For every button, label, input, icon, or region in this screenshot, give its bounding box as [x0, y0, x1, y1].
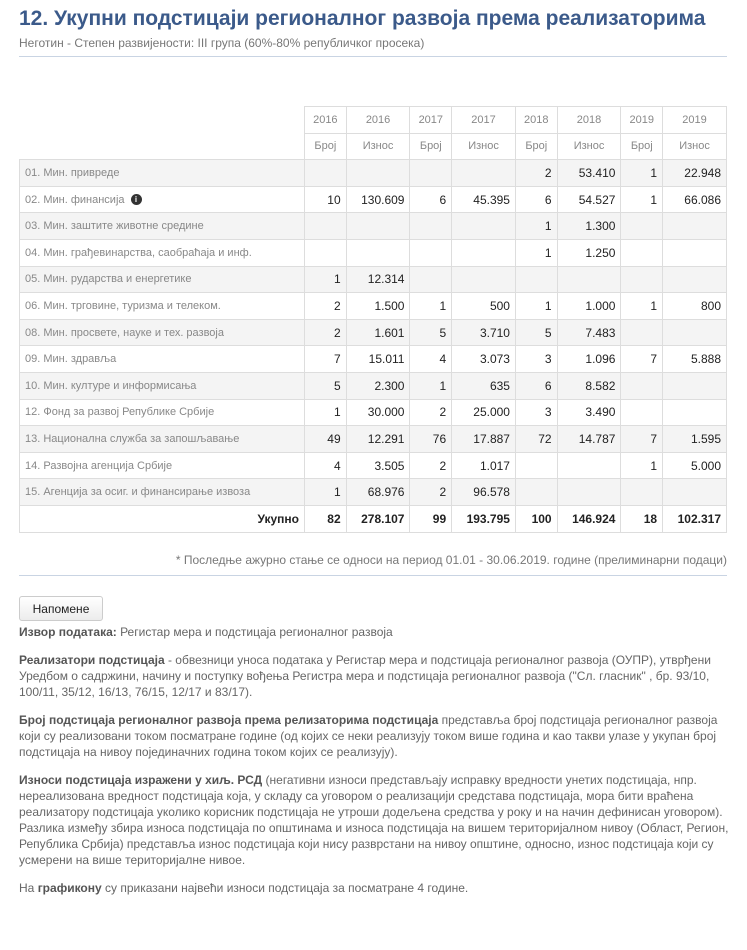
- amount-cell: 800: [663, 293, 727, 320]
- divider: [19, 56, 727, 57]
- amount-cell: [452, 239, 516, 266]
- table-row: [20, 160, 727, 187]
- count-cell: 1: [621, 452, 663, 479]
- amount-cell: [452, 160, 516, 187]
- total-count-cell: 99: [410, 505, 452, 532]
- total-amount-cell: 102.317: [663, 505, 727, 532]
- count-cell: [410, 160, 452, 187]
- count-cell: [621, 372, 663, 399]
- table-row: [20, 319, 727, 346]
- amount-cell: 22.948: [663, 160, 727, 187]
- count-cell: 6: [515, 186, 557, 213]
- amount-cell: 1.595: [663, 426, 727, 453]
- count-cell: 1: [621, 293, 663, 320]
- table-row: [20, 266, 727, 293]
- amount-cell: 1.096: [557, 346, 621, 373]
- amount-cell: 500: [452, 293, 516, 320]
- count-cell: 1: [410, 372, 452, 399]
- info-icon[interactable]: i: [131, 194, 142, 205]
- chart-note-text: су приказани највећи износи подстицаја за посматране 4 године.: [101, 881, 469, 895]
- count-cell: 6: [410, 186, 452, 213]
- year-header: 2019: [663, 107, 727, 134]
- year-header-row: [20, 107, 727, 134]
- total-amount-cell: 278.107: [346, 505, 410, 532]
- subheader: Број: [515, 133, 557, 160]
- total-row: [20, 505, 727, 532]
- count-cell: 76: [410, 426, 452, 453]
- amount-cell: 17.887: [452, 426, 516, 453]
- row-label: [20, 266, 305, 293]
- divider: [19, 575, 727, 576]
- notes-button[interactable]: Напомене: [19, 596, 103, 621]
- table-row: [20, 239, 727, 266]
- amount-cell: [557, 266, 621, 293]
- amount-cell: 25.000: [452, 399, 516, 426]
- count-cell: 2: [410, 399, 452, 426]
- amount-cell: 2.300: [346, 372, 410, 399]
- source-note: [19, 624, 731, 640]
- count-cell: [515, 479, 557, 506]
- count-cell: 1: [515, 239, 557, 266]
- amount-cell: [452, 266, 516, 293]
- table-row: [20, 213, 727, 240]
- count-cell: 2: [410, 452, 452, 479]
- amount-cell: 15.011: [346, 346, 410, 373]
- row-label: [20, 452, 305, 479]
- page-title: 12. Укупни подстицаји регионалног развоја према реализаторима: [19, 7, 706, 30]
- amount-cell: 1.300: [557, 213, 621, 240]
- table-row: [20, 452, 727, 479]
- amount-cell: [557, 479, 621, 506]
- row-label-text: 02. Мин. финансија: [25, 193, 125, 206]
- count-cell: 2: [410, 479, 452, 506]
- count-cell: [410, 213, 452, 240]
- row-label-text: 10. Мин. културе и информисања: [25, 379, 197, 392]
- row-label-text: 04. Мин. грађевинарства, саобраћаја и инф.: [25, 246, 252, 259]
- amount-cell: 7.483: [557, 319, 621, 346]
- amount-cell: 12.291: [346, 426, 410, 453]
- table-row: [20, 479, 727, 506]
- amount-cell: [346, 239, 410, 266]
- row-label: [20, 372, 305, 399]
- count-cell: 3: [515, 346, 557, 373]
- table-row: [20, 293, 727, 320]
- count-cell: 1: [621, 186, 663, 213]
- year-header: 2018: [557, 107, 621, 134]
- source-text: Регистар мера и подстицаја регионалног развоја: [116, 625, 393, 639]
- total-amount-cell: 146.924: [557, 505, 621, 532]
- row-label-text: 13. Национална служба за запошљавање: [25, 432, 240, 445]
- amount-cell: [346, 160, 410, 187]
- row-label: [20, 319, 305, 346]
- count-cell: [305, 160, 347, 187]
- amount-cell: [663, 372, 727, 399]
- table-row: [20, 399, 727, 426]
- count-cell: 1: [515, 213, 557, 240]
- amount-cell: 30.000: [346, 399, 410, 426]
- count-cell: 7: [305, 346, 347, 373]
- amount-cell: 12.314: [346, 266, 410, 293]
- subheader: Број: [621, 133, 663, 160]
- subheader: Износ: [663, 133, 727, 160]
- amount-cell: 3.490: [557, 399, 621, 426]
- chart-note: [19, 880, 731, 896]
- row-label: [20, 239, 305, 266]
- count-cell: 7: [621, 346, 663, 373]
- count-cell: 1: [621, 160, 663, 187]
- amount-cell: 68.976: [346, 479, 410, 506]
- total-count-cell: 82: [305, 505, 347, 532]
- row-label: [20, 186, 305, 213]
- count-cell: 5: [305, 372, 347, 399]
- amount-cell: 1.601: [346, 319, 410, 346]
- amount-cell: 66.086: [663, 186, 727, 213]
- table-row: [20, 186, 727, 213]
- subheader: Износ: [346, 133, 410, 160]
- total-count-cell: 100: [515, 505, 557, 532]
- count-cell: 1: [515, 293, 557, 320]
- year-header: 2019: [621, 107, 663, 134]
- amount-cell: 1.017: [452, 452, 516, 479]
- amount-cell: 3.073: [452, 346, 516, 373]
- amount-cell: [663, 319, 727, 346]
- count-cell: [515, 452, 557, 479]
- subheader: Број: [410, 133, 452, 160]
- row-label: [20, 160, 305, 187]
- row-label-text: 12. Фонд за развој Републике Србије: [25, 406, 215, 419]
- subsidies-table: [19, 106, 727, 533]
- subheader: Број: [305, 133, 347, 160]
- total-count-cell: 18: [621, 505, 663, 532]
- count-cell: 5: [515, 319, 557, 346]
- row-label: [20, 479, 305, 506]
- count-cell: [621, 399, 663, 426]
- amount-cell: 8.582: [557, 372, 621, 399]
- table-row: [20, 426, 727, 453]
- count-cell: [305, 239, 347, 266]
- amount-cell: [452, 213, 516, 240]
- count-cell: [305, 213, 347, 240]
- amount-cell: [663, 479, 727, 506]
- row-label: [20, 213, 305, 240]
- subheader: Износ: [452, 133, 516, 160]
- amounts-text: (негативни износи представљају исправку вредности унетих подстицаја, нпр. нереализована вредност подстицаја која, у складу са уговором о реализацији средстава подстицаја, мора бити враћена реализатору подстицаја уколико корисник подстицаја не утроши додељена средства у року и на начин дефинисан уговором).: [19, 773, 723, 819]
- row-label-text: 15. Агенција за осиг. и финансирање извоза: [25, 486, 251, 499]
- year-header: 2016: [305, 107, 347, 134]
- count-cell: [621, 239, 663, 266]
- amount-cell: 5.888: [663, 346, 727, 373]
- year-header: 2017: [452, 107, 516, 134]
- year-header: 2017: [410, 107, 452, 134]
- notes-section: [19, 624, 731, 908]
- count-cell: [621, 479, 663, 506]
- year-header: 2016: [346, 107, 410, 134]
- amount-cell: 54.527: [557, 186, 621, 213]
- count-text: представља број подстицаја регионалног развоја који су реализовани током посматране године (од којих се неки реализују током више година и као такви улазе у укупан број подстицаја на нивоу појединачних година током којих се реализују).: [19, 713, 718, 759]
- amount-cell: 5.000: [663, 452, 727, 479]
- row-label: [20, 399, 305, 426]
- amount-cell: 130.609: [346, 186, 410, 213]
- count-cell: 10: [305, 186, 347, 213]
- count-label: Број подстицаја регионалног развоја према релизаторима подстицаја: [19, 713, 439, 727]
- amounts-note: [19, 772, 731, 868]
- row-label-text: 14. Развојна агенција Србије: [25, 459, 173, 472]
- amount-cell: 3.505: [346, 452, 410, 479]
- count-cell: 4: [410, 346, 452, 373]
- row-label-text: 01. Мин. привреде: [25, 166, 120, 179]
- amount-cell: 635: [452, 372, 516, 399]
- count-cell: 1: [305, 266, 347, 293]
- amount-cell: 53.410: [557, 160, 621, 187]
- count-cell: 2: [305, 319, 347, 346]
- row-label-text: 06. Мин. трговине, туризма и телеком.: [25, 299, 221, 312]
- amount-cell: 1.000: [557, 293, 621, 320]
- difference-text: Разлика између збира износа подстицаја по општинама и износа подстицаја на вишем територијалном нивоу (Област, Регион, Република Србија) представља износ подстицаја који нису разврстани на нивоу општине, односно, износ подстицаја који су усмерени на више територијалне нивое.: [19, 821, 729, 867]
- footnote: * Последње ажурно стање се односи на период 01.01 - 30.06.2019. године (прелиминарни подаци): [175, 553, 727, 567]
- table-row: [20, 346, 727, 373]
- count-cell: 4: [305, 452, 347, 479]
- amount-cell: [346, 213, 410, 240]
- count-cell: 7: [621, 426, 663, 453]
- chart-note-pre: На: [19, 881, 38, 895]
- amount-cell: 1.250: [557, 239, 621, 266]
- count-cell: [410, 266, 452, 293]
- amount-cell: [663, 239, 727, 266]
- row-label-text: 05. Мин. рударства и енергетике: [25, 273, 192, 286]
- count-cell: [410, 239, 452, 266]
- count-cell: 2: [515, 160, 557, 187]
- amounts-label: Износи подстицаја изражени у хиљ. РСД: [19, 773, 263, 787]
- chart-link-label: графикону: [37, 881, 102, 895]
- count-cell: 5: [410, 319, 452, 346]
- count-cell: [621, 266, 663, 293]
- row-label-text: 09. Мин. здравља: [25, 353, 117, 366]
- amount-cell: 3.710: [452, 319, 516, 346]
- amount-cell: 14.787: [557, 426, 621, 453]
- row-label: [20, 346, 305, 373]
- count-cell: [621, 319, 663, 346]
- year-header: 2018: [515, 107, 557, 134]
- count-note: [19, 712, 731, 760]
- table-corner: [20, 107, 305, 160]
- row-label: [20, 426, 305, 453]
- count-cell: 1: [410, 293, 452, 320]
- implementers-text: - обвезници уноса података у Регистар мера и подстицаја регионалног развоја (ОУПР), утврђени Уредбом о садржини, начину и поступку вођења Регистра мера и подстицаја регионалног развоја ("Сл. гласник" , бр. 93/10, 100/11, 35/12, 16/13, 76/15, 12/17 и 83/17).: [19, 653, 711, 699]
- amount-cell: 96.578: [452, 479, 516, 506]
- count-cell: 6: [515, 372, 557, 399]
- count-cell: 49: [305, 426, 347, 453]
- amount-cell: [663, 399, 727, 426]
- page-subtitle: Неготин - Степен развијености: III група (60%-80% републичког просека): [19, 36, 425, 50]
- source-label: Извор података:: [19, 625, 117, 639]
- amount-cell: 45.395: [452, 186, 516, 213]
- table-body: [20, 160, 727, 532]
- count-cell: 1: [305, 479, 347, 506]
- count-cell: 3: [515, 399, 557, 426]
- count-cell: [515, 266, 557, 293]
- table-row: [20, 372, 727, 399]
- amount-cell: 1.500: [346, 293, 410, 320]
- amount-cell: [557, 452, 621, 479]
- subheader: Износ: [557, 133, 621, 160]
- total-label: Укупно: [20, 505, 305, 532]
- count-cell: [621, 213, 663, 240]
- row-label: [20, 293, 305, 320]
- amount-cell: [663, 266, 727, 293]
- amount-cell: [663, 213, 727, 240]
- count-cell: 1: [305, 399, 347, 426]
- implementers-note: [19, 652, 731, 700]
- implementers-label: Реализатори подстицаја: [19, 653, 165, 667]
- row-label-text: 08. Мин. просвете, науке и тех. развоја: [25, 326, 224, 339]
- count-cell: 2: [305, 293, 347, 320]
- total-amount-cell: 193.795: [452, 505, 516, 532]
- row-label-text: 03. Мин. заштите животне средине: [25, 220, 204, 233]
- count-cell: 72: [515, 426, 557, 453]
